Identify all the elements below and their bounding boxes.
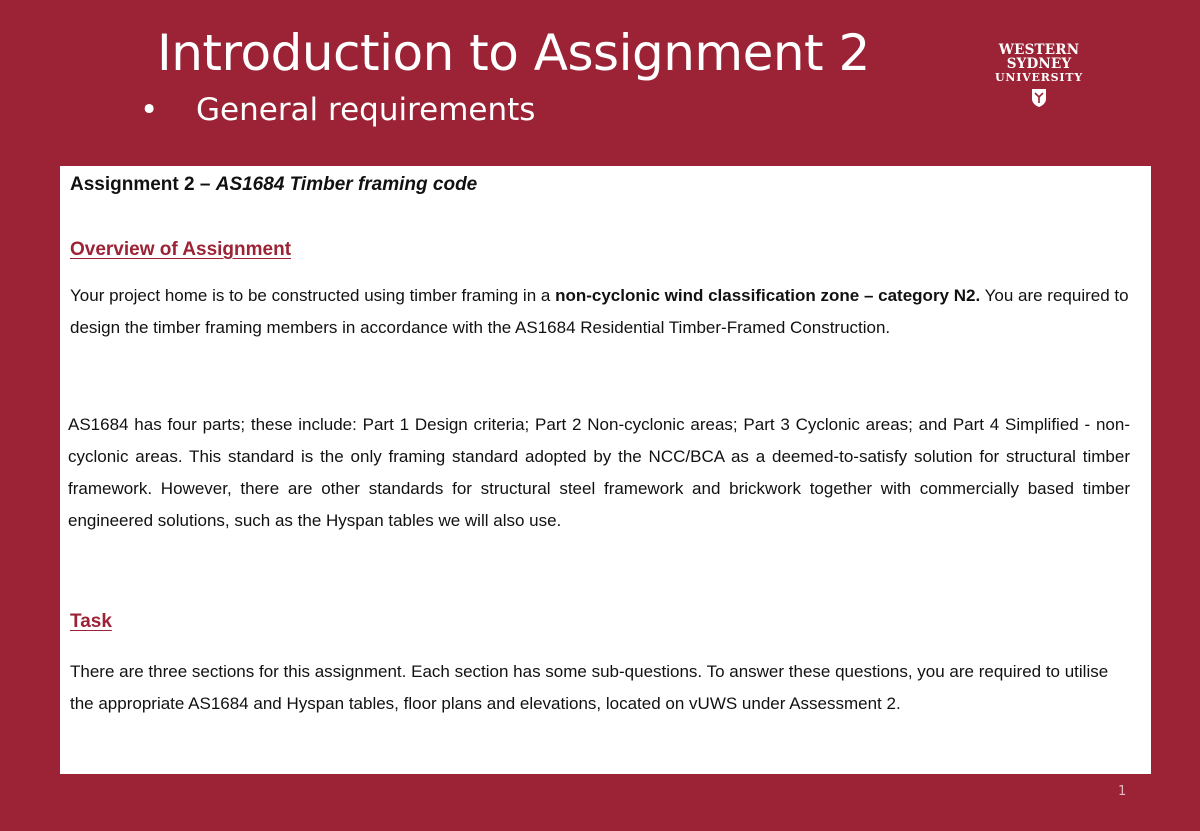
logo-line-1: WESTERN SYDNEY	[998, 42, 1080, 72]
task-title: Task	[70, 611, 112, 632]
logo-line-2: UNIVERSITY	[995, 71, 1083, 84]
overview-title: Overview of Assignment	[70, 239, 292, 260]
heading-italic: AS1684 Timber framing code	[215, 174, 478, 195]
document-panel	[60, 166, 1151, 774]
overview-p1-bold: non-cyclonic wind classification zone – category N2.	[555, 286, 981, 305]
bullet-text: General requirements	[196, 92, 536, 128]
slide-title: Introduction to Assignment 2	[157, 24, 870, 82]
slide-bullet	[140, 92, 535, 129]
page-number: 1	[1118, 784, 1127, 799]
bullet-marker: •	[140, 92, 159, 128]
crest-icon	[1031, 88, 1047, 108]
document-heading	[70, 174, 477, 196]
heading-prefix: Assignment 2 –	[70, 174, 216, 195]
overview-p1-part1: Your project home is to be constructed using timber framing in a	[70, 286, 556, 305]
task-paragraph: There are three sections for this assignment. Each section has some sub-questions. To answer these questions, you are required to utilise the appropriate AS1684 and Hyspan tables, floor plans and elevations, located on vUWS under Assessment 2.	[70, 662, 1109, 713]
overview-paragraph-2: AS1684 has four parts; these include: Part 1 Design criteria; Part 2 Non-cyclonic areas; Part 3 Cyclonic areas; and Part 4 Simplified - non-cyclonic areas. This standard is the only framing standard adopted by the NCC/BCA as a deemed-to-satisfy solution for structural timber framework. However, there are other standards for structural steel framework and brickwork together with commercially based timber engineered solutions, such as the Hyspan tables we will also use.	[68, 415, 1130, 530]
overview-p1-part2: You are required to design the timber framing members in accordance with the AS1684 Residential Timber-Framed Construction.	[70, 286, 1129, 337]
overview-paragraph-1	[70, 280, 1130, 344]
university-logo	[966, 44, 1112, 112]
